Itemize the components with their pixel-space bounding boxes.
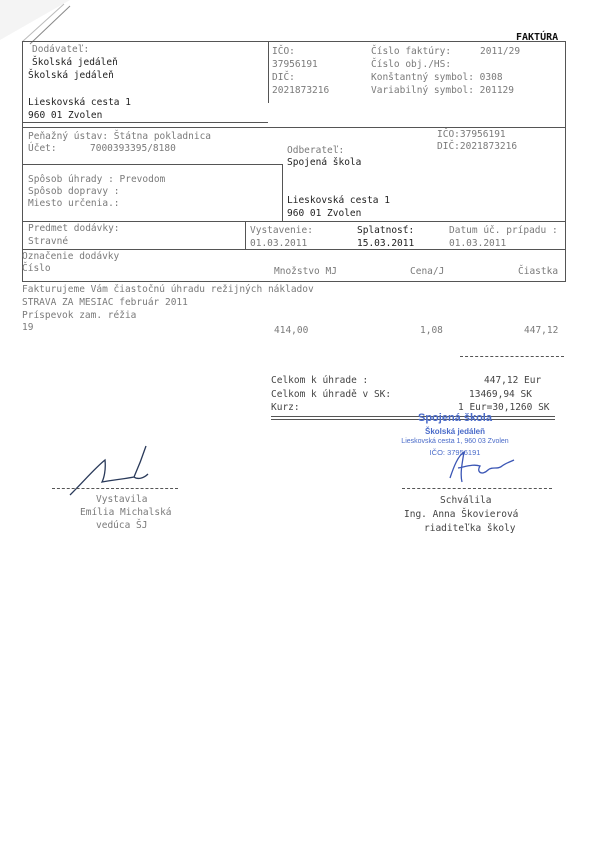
- right-signature-line: [402, 488, 552, 489]
- issued-date: 01.03.2011: [250, 238, 308, 249]
- total-sk-label: Celkom k úhradě v SK:: [271, 389, 392, 400]
- document-title: FAKTÚRA: [516, 32, 559, 43]
- invoice-no-label: Číslo faktúry:: [371, 46, 452, 57]
- order-no-label: Číslo obj./HS:: [371, 59, 452, 70]
- left-signature-icon: [60, 440, 170, 500]
- payment-method: Spôsob úhrady : Prevodom: [28, 174, 166, 185]
- designation-label: Označenie dodávky: [22, 251, 120, 262]
- amount-column-header: Čiastka: [518, 266, 559, 277]
- stamp-line-3: Lieskovská cesta 1, 960 03 Zvolen: [401, 438, 509, 445]
- supplier-name: Školská jedáleň: [32, 57, 118, 68]
- rate-label: Kurz:: [271, 402, 300, 413]
- supplier-city: 960 01 Zvolen: [28, 110, 103, 121]
- left-signature-role: Vystavila: [96, 494, 148, 505]
- supplier-street: Lieskovská cesta 1: [28, 97, 131, 108]
- right-signature-title: riaditeľka školy: [424, 523, 516, 534]
- subject-value: Stravné: [28, 236, 69, 247]
- supplier-bottom-line: [22, 122, 268, 123]
- upper-section-line: [22, 127, 566, 128]
- destination: Miesto určenia.:: [28, 198, 120, 209]
- number-column-header: Číslo: [22, 263, 51, 274]
- left-signature-title: vedúca ŠJ: [96, 520, 148, 531]
- table-header-line: [22, 281, 566, 282]
- quantity-column-header: Množstvo MJ: [274, 266, 337, 277]
- bank-institution: Peňažný ústav: Štátna pokladnica: [28, 131, 212, 142]
- item-quantity: 414,00: [274, 325, 309, 336]
- delivery-top-line: [22, 221, 566, 222]
- item-price: 1,08: [420, 325, 443, 336]
- item-line-2: STRAVA ZA MESIAC február 2011: [22, 297, 188, 308]
- rate-value: 1 Eur=30,1260 SK: [458, 402, 550, 413]
- account-label: Účet:: [28, 143, 57, 154]
- stamp-line-2: Školská jedáleň: [424, 427, 486, 436]
- transport-method: Spôsob dopravy :: [28, 186, 120, 197]
- amount-separator: [460, 356, 564, 357]
- total-sk-value: 13469,94 SK: [469, 389, 532, 400]
- invoice-no: 2011/29: [480, 46, 521, 57]
- account-number: 7000393395/8180: [90, 143, 176, 154]
- frame-left: [22, 41, 23, 282]
- customer-ico: IČO:37956191: [437, 129, 506, 140]
- supplier-heading: Dodávateľ:: [32, 44, 90, 55]
- due-label: Splatnosť:: [357, 225, 415, 236]
- tax-date-label: Datum úč. prípadu :: [449, 225, 558, 236]
- customer-street: Lieskovská cesta 1: [287, 195, 390, 206]
- dic-value: 2021873216: [272, 85, 330, 96]
- due-date: 15.03.2011: [357, 238, 415, 249]
- frame-top: [22, 41, 566, 42]
- total-label: Celkom k úhrade :: [271, 375, 369, 386]
- item-line-3: Príspevok zam. réžia: [22, 310, 137, 321]
- left-signature-line: [52, 488, 178, 489]
- right-signature-icon: [440, 448, 520, 488]
- customer-heading: Odberateľ:: [287, 145, 345, 156]
- right-signature-role: Schválila: [440, 495, 492, 506]
- left-signature-name: Emília Michalská: [80, 507, 172, 518]
- supplier-divider: [268, 41, 269, 103]
- delivery-divider: [245, 221, 246, 249]
- issued-label: Vystavenie:: [250, 225, 313, 236]
- variable-symbol: Variabilný symbol: 201129: [371, 85, 514, 96]
- ico-label: IČO:: [272, 46, 295, 57]
- total-value: 447,12 Eur: [484, 375, 542, 386]
- item-number: 19: [22, 322, 34, 333]
- designation-top-line: [22, 249, 566, 250]
- tax-date: 01.03.2011: [449, 238, 507, 249]
- right-signature-name: Ing. Anna Škovierová: [404, 509, 519, 520]
- ico-value: 37956191: [272, 59, 318, 70]
- constant-symbol: Konštantný symbol: 0308: [371, 72, 503, 83]
- bank-bottom-line: [22, 164, 282, 165]
- subject-label: Predmet dodávky:: [28, 223, 120, 234]
- price-column-header: Cena/J: [410, 266, 445, 277]
- customer-name: Spojená škola: [287, 157, 362, 168]
- item-amount: 447,12: [524, 325, 559, 336]
- item-line-1: Fakturujeme Vám čiastočnú úhradu režijných nákladov: [22, 284, 314, 295]
- customer-dic: DIČ:2021873216: [437, 141, 518, 152]
- supplier-name-2: Školská jedáleň: [28, 70, 114, 81]
- customer-city: 960 01 Zvolen: [287, 208, 362, 219]
- stamp-line-4: IČO: 37956191: [429, 448, 481, 457]
- frame-right: [565, 41, 566, 282]
- customer-divider: [282, 164, 283, 221]
- stamp-line-1: Spojená škola: [418, 412, 492, 424]
- dic-label: DIČ:: [272, 72, 295, 83]
